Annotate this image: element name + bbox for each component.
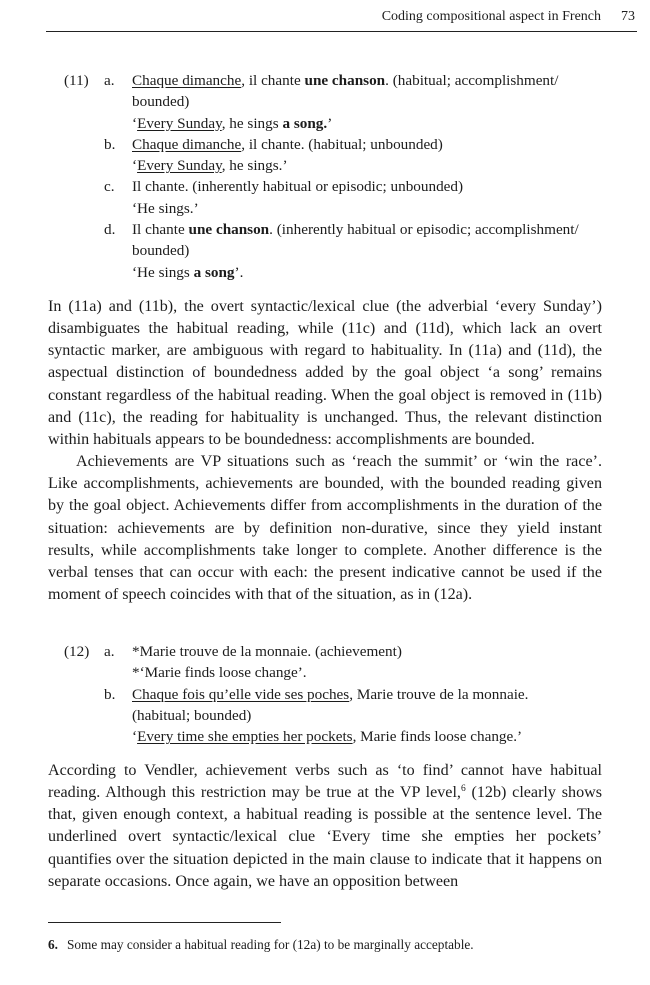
french-sentence (132, 219, 602, 240)
example-letter: b. (104, 135, 116, 153)
text-run: ‘ (132, 728, 138, 746)
body-text-1 (48, 296, 602, 606)
example-letter: a. (104, 643, 115, 660)
example-11a (48, 70, 602, 134)
text-run: . (inherently habitual or episodic; accomplishment/ (269, 221, 579, 239)
paragraph (48, 760, 602, 893)
example-number: (12) (64, 643, 90, 660)
page-number: 73 (621, 9, 635, 24)
example-11b (48, 134, 602, 177)
text-run: Il chante (132, 221, 189, 239)
text-run: ’ (327, 114, 333, 132)
text-run: , il chante (241, 72, 305, 89)
english-gloss: ‘He sings.’ (132, 199, 199, 217)
french-sentence: Il chante. (inherently habitual or episodic; unbounded) (132, 178, 464, 196)
text-run: ‘He sings (132, 263, 194, 281)
continuation: bounded) (132, 242, 190, 260)
example-letter: a. (104, 72, 115, 89)
english-gloss (132, 726, 602, 747)
open-quote: ‘ (132, 114, 138, 132)
paragraph: Achievements are VP situations such as ‘reach the summit’ or ‘win the race’. Like accomplishments, achievements are bounded, with the bounded reading given by the goal object. Achievements differ from accomplishments in the duration of the situation: achievements are by definition non-durative, since they yield instant results, while accomplishments take longer to complete. Another difference is the verbal tenses that can occur with each: the present indicative cannot be used if the moment of speech coincides with that of the situation, as in (12a). (48, 453, 602, 604)
example-12b (48, 684, 602, 748)
english-gloss (132, 155, 602, 176)
text-run: , he sings.’ (221, 157, 288, 175)
running-title: Coding compositional aspect in French (381, 9, 601, 24)
french-sentence (132, 70, 602, 91)
text-run: According to Vendler, achievement verbs such as ‘to find’ cannot have habitual reading. Although this restriction may be true at the VP level, (48, 762, 602, 802)
footnote (48, 937, 474, 953)
french-sentence (132, 684, 602, 705)
running-header (46, 6, 637, 32)
adverbial-clue: Chaque dimanche (132, 135, 242, 153)
goal-object: une chanson (188, 221, 270, 239)
example-letter: b. (104, 685, 116, 703)
goal-object: a song (193, 263, 235, 281)
english-gloss (132, 262, 602, 283)
footnote-divider (48, 922, 281, 923)
text-run: (12b) clearly shows that, given enough context, a habitual reading is possible at the sentence level. The underlined overt syntactic/lexical clue ‘Every time she empties her pockets’ quantifies over the situation depicted in the main clause to indicate that it happens on separate occasions. Once again, we have an opposition between (48, 784, 603, 890)
continuation: (habitual; bounded) (132, 706, 252, 724)
text-run: ’. (234, 263, 244, 281)
example-number: (11) (64, 72, 89, 89)
english-gloss (132, 113, 602, 134)
body-text-2 (48, 760, 602, 893)
paragraph: In (11a) and (11b), the overt syntactic/lexical clue (the adverbial ‘every Sunday’) disambiguates the habitual reading, while (11c) and (11d), which lack an overt syntactic marker, are ambiguous with regard to habituality. In (11a) and (11d), the aspectual distinction of boundedness added by the goal object ‘a song’ remains constant regardless of the habitual reading. When the goal object is removed in (11b) and (11c), the reading for habituality is unchanged. Thus, the relevant distinction within habituals appears to be boundedness: accomplishments are bounded. (48, 298, 602, 448)
example-letter: c. (104, 178, 115, 196)
example-11c (48, 176, 602, 219)
example-12 (48, 641, 602, 747)
footnote-text: Some may consider a habitual reading for (12a) to be marginally acceptable. (66, 937, 474, 952)
goal-object: a song. (282, 114, 328, 132)
adverbial-clue: Every Sunday (137, 157, 222, 175)
example-11 (48, 70, 602, 283)
example-11d (48, 219, 602, 283)
text-run: , he sings (221, 114, 283, 132)
adverbial-clue: Chaque dimanche (132, 72, 242, 89)
adverbial-clue: Every Sunday (137, 114, 222, 132)
text-run: , Marie finds loose change.’ (352, 728, 523, 746)
goal-object: une chanson (304, 72, 386, 89)
quantifier-clue: Chaque fois qu’elle vide ses poches (132, 685, 350, 703)
quantifier-clue: Every time she empties her pockets (137, 728, 353, 746)
example-letter: d. (104, 221, 116, 239)
open-quote: ‘ (132, 157, 138, 175)
french-sentence (132, 134, 602, 155)
continuation: bounded) (132, 93, 190, 111)
text-run: , Marie trouve de la monnaie. (349, 685, 529, 703)
text-run: . (habitual; accomplishment/ (385, 72, 559, 89)
footnote-number: 6. (48, 937, 58, 952)
english-gloss: *‘Marie finds loose change’. (132, 664, 307, 682)
text-run: , il chante. (habitual; unbounded) (241, 135, 443, 153)
example-12a (48, 641, 602, 684)
footnote-reference[interactable]: 6 (460, 784, 466, 795)
french-sentence: *Marie trouve de la monnaie. (achievement) (132, 643, 402, 660)
